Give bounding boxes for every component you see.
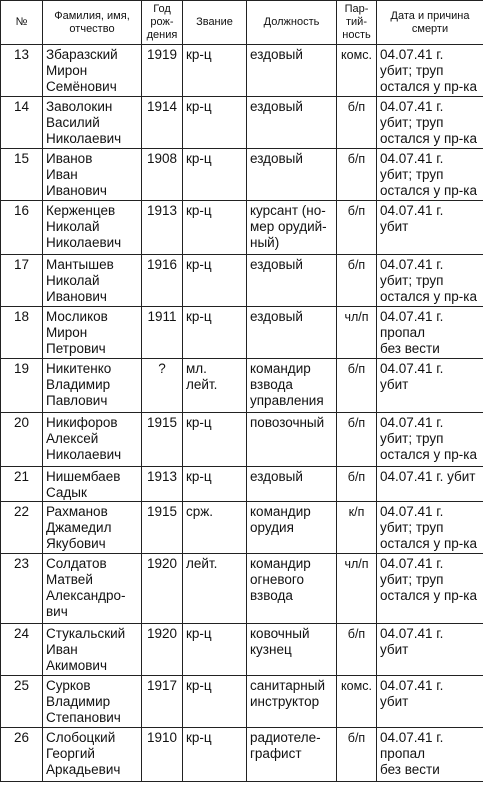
header-death: Дата и причина смерти (377, 1, 483, 45)
table-row (1, 149, 483, 201)
position-title: радиотеле- графист (247, 728, 337, 782)
row-number: 23 (1, 554, 43, 624)
military-rank: кр-ц (183, 307, 247, 359)
header-rank: Звание (183, 1, 247, 45)
row-number: 14 (1, 97, 43, 149)
table-row (1, 728, 483, 782)
death-date-cause: 04.07.41 г. пропал без вести (377, 307, 483, 359)
party-membership: б/п (337, 624, 377, 676)
death-date-cause: 04.07.41 г. убит (377, 467, 483, 502)
table-row (1, 201, 483, 255)
row-number: 21 (1, 467, 43, 502)
header-birth-year: Год рож- дения (142, 1, 183, 45)
military-rank: кр-ц (183, 676, 247, 728)
party-membership: комс. (337, 45, 377, 97)
person-name: Мосликов Мирон Петрович (43, 307, 142, 359)
party-membership: комс. (337, 676, 377, 728)
military-rank: кр-ц (183, 728, 247, 782)
birth-year: ? (142, 359, 183, 413)
person-name: Заволокин Василий Николаевич (43, 97, 142, 149)
position-title: командир орудия (247, 502, 337, 554)
birth-year: 1913 (142, 467, 183, 502)
table-row (1, 413, 483, 467)
header-party: Пар- тий- ность (337, 1, 377, 45)
birth-year: 1917 (142, 676, 183, 728)
party-membership: б/п (337, 255, 377, 307)
position-title: ездовый (247, 149, 337, 201)
row-number: 13 (1, 45, 43, 97)
death-date-cause: 04.07.41 г. убит; труп остался у пр-ка (377, 255, 483, 307)
military-rank: срж. (183, 502, 247, 554)
death-date-cause: 04.07.41 г. убит; труп остался у пр-ка (377, 502, 483, 554)
position-title: ездовый (247, 45, 337, 97)
party-membership: чл/п (337, 554, 377, 624)
table-row (1, 554, 483, 624)
military-rank: мл. лейт. (183, 359, 247, 413)
military-rank: лейт. (183, 554, 247, 624)
position-title: санитарный инструктор (247, 676, 337, 728)
table-row (1, 97, 483, 149)
table-row (1, 255, 483, 307)
person-name: Иванов Иван Иванович (43, 149, 142, 201)
death-date-cause: 04.07.41 г. убит (377, 624, 483, 676)
birth-year: 1920 (142, 624, 183, 676)
table-row (1, 624, 483, 676)
position-title: ездовый (247, 97, 337, 149)
death-date-cause: 04.07.41 г. убит (377, 359, 483, 413)
birth-year: 1910 (142, 728, 183, 782)
row-number: 22 (1, 502, 43, 554)
table-row (1, 307, 483, 359)
military-rank: кр-ц (183, 624, 247, 676)
row-number: 15 (1, 149, 43, 201)
person-name: Слобоцкий Георгий Аркадьевич (43, 728, 142, 782)
death-date-cause: 04.07.41 г. убит (377, 201, 483, 255)
birth-year: 1915 (142, 413, 183, 467)
person-name: Рахманов Джамедил Якубович (43, 502, 142, 554)
birth-year: 1908 (142, 149, 183, 201)
row-number: 16 (1, 201, 43, 255)
military-rank: кр-ц (183, 97, 247, 149)
birth-year: 1916 (142, 255, 183, 307)
row-number: 20 (1, 413, 43, 467)
birth-year: 1919 (142, 45, 183, 97)
person-name: Сурков Владимир Степанович (43, 676, 142, 728)
position-title: ездовый (247, 307, 337, 359)
military-rank: кр-ц (183, 45, 247, 97)
table-body (1, 45, 483, 782)
death-date-cause: 04.07.41 г. убит (377, 676, 483, 728)
person-name: Нишембаев Садык (43, 467, 142, 502)
row-number: 24 (1, 624, 43, 676)
military-rank: кр-ц (183, 255, 247, 307)
person-name: Никифоров Алексей Николаевич (43, 413, 142, 467)
military-rank: кр-ц (183, 201, 247, 255)
header-row (1, 1, 483, 45)
party-membership: б/п (337, 359, 377, 413)
position-title: курсант (но- мер орудий- ный) (247, 201, 337, 255)
person-name: Збаразский Мирон Семёнович (43, 45, 142, 97)
military-rank: кр-ц (183, 413, 247, 467)
party-membership: б/п (337, 467, 377, 502)
birth-year: 1911 (142, 307, 183, 359)
table-row (1, 502, 483, 554)
party-membership: б/п (337, 149, 377, 201)
table-row (1, 45, 483, 97)
death-date-cause: 04.07.41 г. пропал без вести (377, 728, 483, 782)
military-rank: кр-ц (183, 149, 247, 201)
position-title: ковочный кузнец (247, 624, 337, 676)
row-number: 25 (1, 676, 43, 728)
death-date-cause: 04.07.41 г. убит; труп остался у пр-ка (377, 554, 483, 624)
birth-year: 1914 (142, 97, 183, 149)
party-membership: б/п (337, 728, 377, 782)
person-name: Никитенко Владимир Павлович (43, 359, 142, 413)
row-number: 26 (1, 728, 43, 782)
header-number: № (1, 1, 43, 45)
header-full-name: Фамилия, имя, отчество (43, 1, 142, 45)
party-membership: чл/п (337, 307, 377, 359)
party-membership: б/п (337, 97, 377, 149)
party-membership: к/п (337, 502, 377, 554)
row-number: 17 (1, 255, 43, 307)
person-name: Керженцев Николай Николаевич (43, 201, 142, 255)
position-title: командир взвода управления (247, 359, 337, 413)
table-row (1, 359, 483, 413)
person-name: Мантышев Николай Иванович (43, 255, 142, 307)
position-title: ездовый (247, 255, 337, 307)
death-date-cause: 04.07.41 г. убит; труп остался у пр-ка (377, 45, 483, 97)
header-position: Должность (247, 1, 337, 45)
birth-year: 1920 (142, 554, 183, 624)
position-title: повозочный (247, 413, 337, 467)
death-date-cause: 04.07.41 г. убит; труп остался у пр-ка (377, 149, 483, 201)
birth-year: 1913 (142, 201, 183, 255)
person-name: Солдатов Матвей Александро- вич (43, 554, 142, 624)
person-name: Стукальский Иван Акимович (43, 624, 142, 676)
table-row (1, 467, 483, 502)
military-rank: кр-ц (183, 467, 247, 502)
birth-year: 1915 (142, 502, 183, 554)
row-number: 18 (1, 307, 43, 359)
death-date-cause: 04.07.41 г. убит; труп остался у пр-ка (377, 413, 483, 467)
table-row (1, 676, 483, 728)
position-title: ездовый (247, 467, 337, 502)
party-membership: б/п (337, 413, 377, 467)
party-membership: б/п (337, 201, 377, 255)
position-title: командир огневого взвода (247, 554, 337, 624)
row-number: 19 (1, 359, 43, 413)
death-date-cause: 04.07.41 г. убит; труп остался у пр-ка (377, 97, 483, 149)
